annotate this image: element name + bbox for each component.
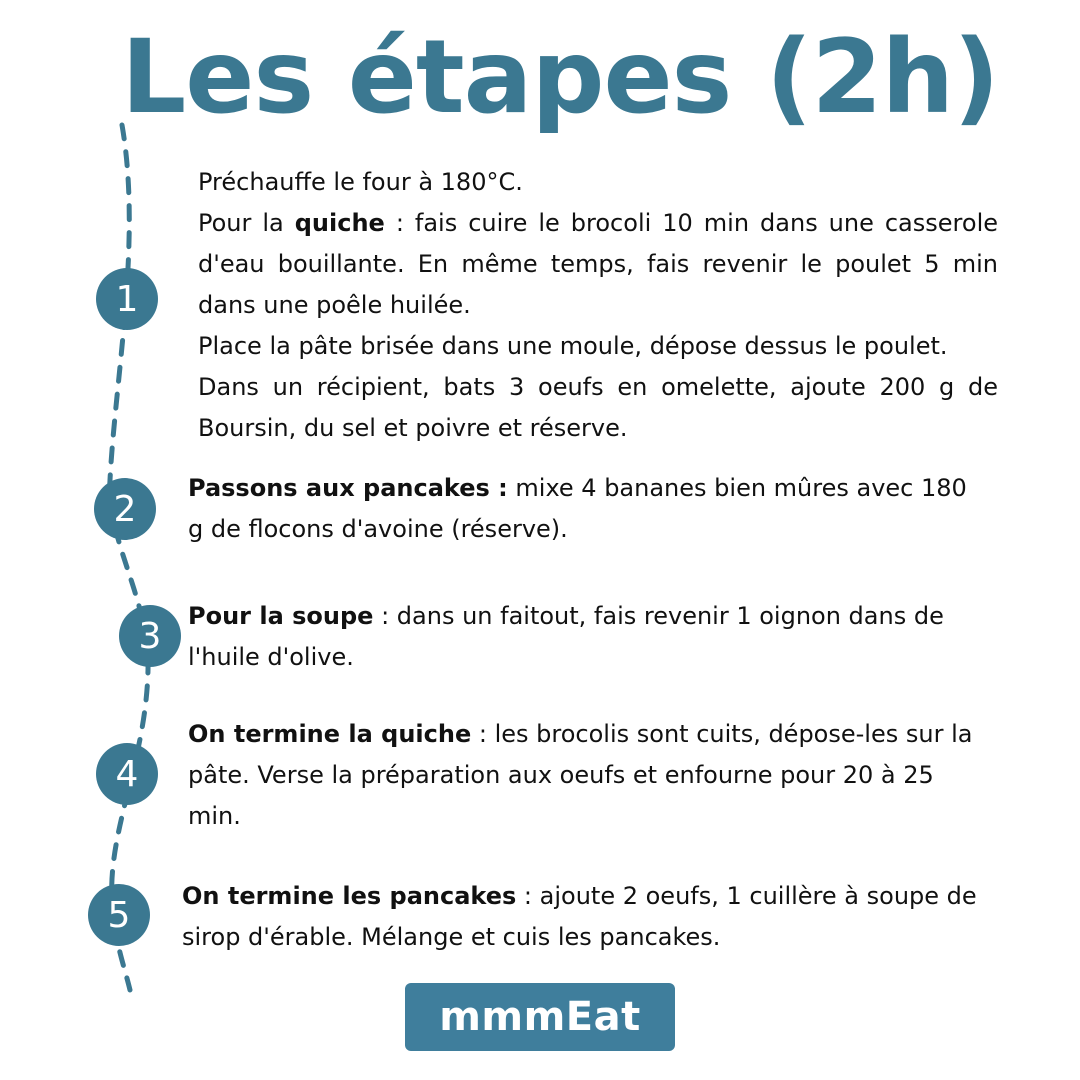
step-1-line-2: Pour la quiche : fais cuire le brocoli 10 min dans une casserole d'eau bouillante. En même temps, fais revenir le poulet 5 min dans une poêle huilée.: [198, 209, 998, 319]
step-2-text: Passons aux pancakes : mixe 4 bananes bien mûres avec 180 g de flocons d'avoine (réserve).: [188, 474, 967, 543]
step-4-number: 4: [96, 743, 158, 805]
step-3-number: 3: [119, 605, 181, 667]
step-1-line-3: Place la pâte brisée dans une moule, dépose dessus le poulet.: [198, 332, 948, 360]
step-1-line-1: Préchauffe le four à 180°C.: [198, 168, 523, 196]
step-1-text: [198, 162, 998, 449]
step-2-number: 2: [94, 478, 156, 540]
step-1-number: 1: [96, 268, 158, 330]
page-title: Les étapes (2h): [121, 18, 999, 137]
step-5-number: 5: [88, 884, 150, 946]
step-1-line-4: Dans un récipient, bats 3 oeufs en omelette, ajoute 200 g de Boursin, du sel et poivre et réserve.: [198, 373, 998, 442]
mmmeat-logo: mmmEat: [405, 983, 675, 1051]
step-3-text: Pour la soupe : dans un faitout, fais revenir 1 oignon dans de l'huile d'olive.: [188, 602, 944, 671]
step-4-text: On termine la quiche : les brocolis sont cuits, dépose-les sur la pâte. Verse la préparation aux oeufs et enfourne pour 20 à 25 min.: [188, 720, 973, 830]
step-5-text: On termine les pancakes : ajoute 2 oeufs, 1 cuillère à soupe de sirop d'érable. Mélange et cuis les pancakes.: [182, 882, 977, 951]
